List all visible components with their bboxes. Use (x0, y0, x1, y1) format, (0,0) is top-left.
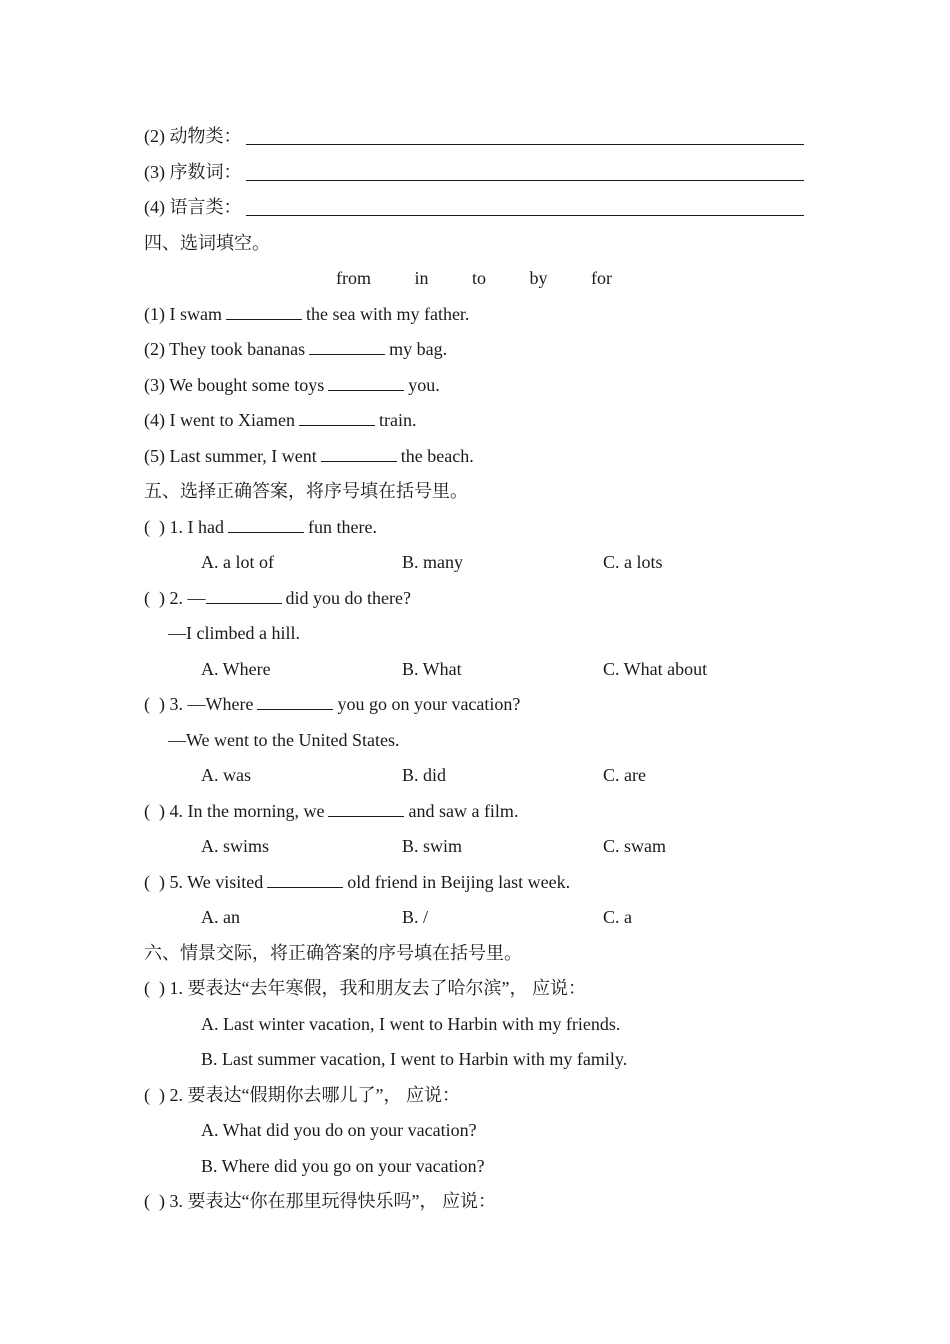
option-a[interactable]: A. Where (201, 658, 271, 679)
item-text: (3) We bought some toys (144, 374, 325, 395)
item-text: you. (408, 374, 440, 395)
question (144, 581, 804, 617)
worksheet-page (144, 119, 804, 1220)
answer-blank[interactable] (267, 872, 343, 888)
option-c[interactable]: C. a lots (603, 552, 663, 572)
question (144, 687, 804, 723)
item-text: (4) I went to Xiamen (144, 410, 295, 430)
fill-item (144, 368, 804, 404)
option-a[interactable]: A. was (201, 765, 251, 785)
options-row (144, 652, 804, 688)
section-title: 四、选词填空。 (144, 232, 270, 253)
item-text: my bag. (389, 339, 448, 359)
question-text: ( ) 4. In the morning, we (144, 800, 325, 821)
question (144, 510, 804, 546)
question-text: old friend in Beijing last week. (347, 871, 571, 892)
item-text: (1) I swam (144, 303, 222, 324)
item-text: (2) They took bananas (144, 339, 306, 359)
fill-item (144, 332, 804, 368)
option-c[interactable]: C. a (603, 907, 632, 927)
option-b[interactable]: B. What (402, 658, 462, 679)
category-line-animals (144, 119, 804, 155)
answer-blank[interactable] (246, 128, 805, 145)
question-text: you go on your vacation? (337, 694, 521, 714)
scenario-prompt: ( ) 2. 要表达“假期你去哪儿了”， 应说： (144, 1084, 460, 1105)
option-b[interactable]: B. swim (402, 836, 463, 856)
question-text: and saw a film. (408, 800, 519, 821)
option-b[interactable]: B. Last summer vacation, I went to Harbin with my family. (201, 1049, 628, 1069)
dialogue-reply: —We went to the United States. (168, 729, 400, 750)
answer-blank[interactable] (246, 199, 805, 216)
category-line-languages (144, 190, 804, 226)
category-line-ordinals (144, 155, 804, 191)
answer-blank[interactable] (309, 339, 385, 355)
options-row (144, 829, 804, 865)
question-text: ( ) 5. We visited (144, 871, 264, 892)
option-b[interactable]: B. Where did you go on your vacation? (201, 1155, 485, 1176)
options-row (144, 545, 804, 581)
question-text: ( ) 2. — (144, 587, 206, 608)
option-c[interactable]: C. are (603, 765, 646, 785)
question-text: fun there. (307, 516, 377, 537)
option-a[interactable]: A. an (201, 907, 240, 927)
answer-blank[interactable] (257, 694, 333, 710)
option-a[interactable]: A. a lot of (201, 552, 274, 572)
options-row (144, 900, 804, 936)
section-title: 五、选择正确答案，将序号填在括号里。 (144, 481, 468, 501)
option-b[interactable]: B. / (402, 907, 429, 927)
option-a[interactable]: A. Last winter vacation, I went to Harbin with my friends. (201, 1013, 621, 1034)
question (144, 794, 804, 830)
option-a[interactable]: A. What did you do on your vacation? (201, 1120, 477, 1140)
item-text: (5) Last summer, I went (144, 445, 317, 466)
scenario-prompt: ( ) 1. 要表达“去年寒假，我和朋友去了哈尔滨”， 应说： (144, 978, 586, 998)
question-text: did you do there? (285, 587, 411, 608)
option-b[interactable]: B. many (402, 552, 463, 572)
dialogue-reply: —I climbed a hill. (168, 623, 300, 643)
section-title: 六、情景交际，将正确答案的序号填在括号里。 (144, 942, 522, 963)
category-label: (2) 动物类： (144, 126, 242, 146)
options-row (144, 758, 804, 794)
answer-blank[interactable] (206, 588, 282, 604)
fill-item (144, 403, 804, 439)
answer-blank[interactable] (226, 304, 302, 320)
answer-blank[interactable] (299, 410, 375, 426)
fill-item (144, 297, 804, 333)
word-bank: from in to by for (336, 268, 612, 288)
item-text: the sea with my father. (305, 303, 470, 324)
fill-item (144, 439, 804, 475)
option-a[interactable]: A. swims (201, 836, 270, 856)
category-label: (3) 序数词： (144, 161, 242, 182)
option-c[interactable]: C. swam (603, 836, 666, 856)
question-text: ( ) 1. I had (144, 516, 224, 537)
answer-blank[interactable] (321, 446, 397, 462)
answer-blank[interactable] (328, 801, 404, 817)
item-text: the beach. (400, 445, 474, 466)
question-text: ( ) 3. —Where (144, 694, 254, 714)
option-b[interactable]: B. did (402, 765, 447, 785)
answer-blank[interactable] (246, 164, 805, 181)
scenario-prompt: ( ) 3. 要表达“你在那里玩得快乐吗”， 应说： (144, 1191, 496, 1211)
answer-blank[interactable] (328, 375, 404, 391)
item-text: train. (378, 410, 417, 430)
answer-blank[interactable] (228, 517, 304, 533)
option-c[interactable]: C. What about (603, 658, 708, 679)
category-label: (4) 语言类： (144, 197, 242, 217)
question (144, 865, 804, 901)
